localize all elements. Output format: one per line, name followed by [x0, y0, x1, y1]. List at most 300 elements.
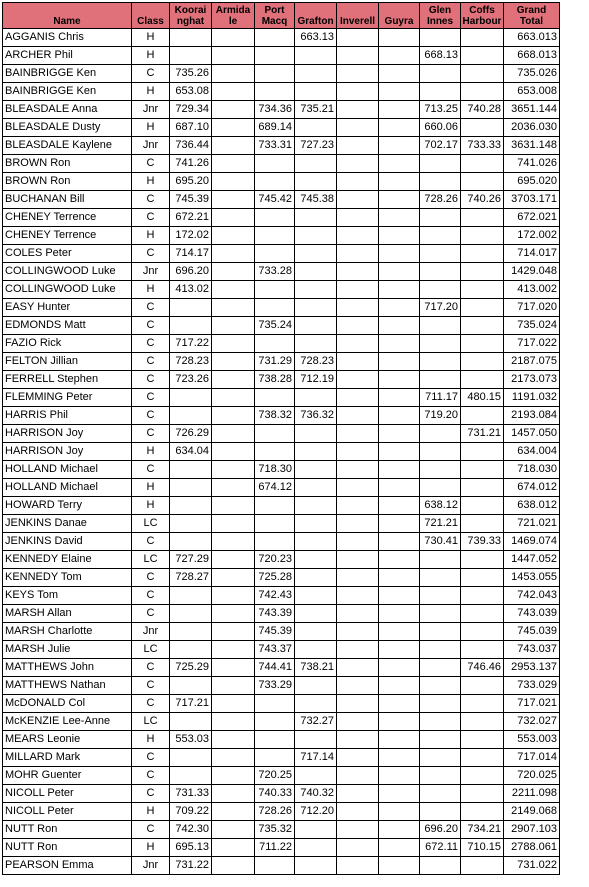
guyra-cell — [379, 65, 420, 83]
kooraighat-cell: 696.20 — [170, 263, 212, 281]
table-row — [3, 677, 560, 695]
grafton-cell — [295, 317, 337, 335]
armidale-cell — [212, 857, 255, 875]
port-macq-cell — [255, 83, 295, 101]
grand-total-cell: 714.017 — [504, 245, 560, 263]
coffs-harbour-cell — [461, 497, 504, 515]
class-cell: LC — [132, 551, 170, 569]
armidale-cell — [212, 263, 255, 281]
guyra-cell — [379, 191, 420, 209]
coffs-harbour-cell — [461, 803, 504, 821]
grand-total-cell: 2907.103 — [504, 821, 560, 839]
guyra-cell — [379, 713, 420, 731]
coffs-harbour-cell — [461, 407, 504, 425]
coffs-harbour-cell — [461, 263, 504, 281]
port-macq-cell: 738.28 — [255, 371, 295, 389]
armidale-cell — [212, 173, 255, 191]
coffs-harbour-cell — [461, 209, 504, 227]
glen-innes-cell — [420, 173, 461, 191]
port-macq-cell: 738.32 — [255, 407, 295, 425]
grand-total-cell: 2788.061 — [504, 839, 560, 857]
name-cell: EDMONDS Matt — [3, 317, 132, 335]
coffs-harbour-cell — [461, 119, 504, 137]
name-cell: FLEMMING Peter — [3, 389, 132, 407]
table-row — [3, 335, 560, 353]
guyra-cell — [379, 659, 420, 677]
armidale-cell — [212, 713, 255, 731]
kooraighat-cell — [170, 299, 212, 317]
port-macq-cell: 733.31 — [255, 137, 295, 155]
inverell-cell — [337, 641, 379, 659]
class-cell: H — [132, 839, 170, 857]
port-macq-cell — [255, 497, 295, 515]
guyra-cell — [379, 173, 420, 191]
kooraighat-cell — [170, 389, 212, 407]
inverell-cell — [337, 65, 379, 83]
kooraighat-cell: 413.02 — [170, 281, 212, 299]
kooraighat-cell: 741.26 — [170, 155, 212, 173]
grand-total-cell: 2953.137 — [504, 659, 560, 677]
grafton-cell: 712.20 — [295, 803, 337, 821]
class-cell: H — [132, 173, 170, 191]
armidale-cell — [212, 767, 255, 785]
inverell-cell — [337, 479, 379, 497]
port-macq-cell: 743.39 — [255, 605, 295, 623]
coffs-harbour-cell — [461, 317, 504, 335]
column-header-grafton: Grafton — [295, 3, 337, 29]
coffs-harbour-cell — [461, 443, 504, 461]
port-macq-cell — [255, 173, 295, 191]
coffs-harbour-cell: 740.26 — [461, 191, 504, 209]
coffs-harbour-cell — [461, 371, 504, 389]
grand-total-cell: 743.039 — [504, 605, 560, 623]
port-macq-cell — [255, 713, 295, 731]
coffs-harbour-cell: 710.15 — [461, 839, 504, 857]
name-cell: COLLINGWOOD Luke — [3, 281, 132, 299]
guyra-cell — [379, 857, 420, 875]
table-row — [3, 659, 560, 677]
port-macq-cell — [255, 245, 295, 263]
armidale-cell — [212, 497, 255, 515]
coffs-harbour-cell — [461, 623, 504, 641]
grafton-cell — [295, 551, 337, 569]
class-cell: C — [132, 65, 170, 83]
table-row — [3, 83, 560, 101]
coffs-harbour-cell — [461, 335, 504, 353]
kooraighat-cell — [170, 29, 212, 47]
armidale-cell — [212, 731, 255, 749]
name-cell: MATTHEWS John — [3, 659, 132, 677]
grand-total-cell: 2036.030 — [504, 119, 560, 137]
armidale-cell — [212, 245, 255, 263]
guyra-cell — [379, 605, 420, 623]
table-row — [3, 803, 560, 821]
grand-total-cell: 674.012 — [504, 479, 560, 497]
armidale-cell — [212, 137, 255, 155]
coffs-harbour-cell: 740.28 — [461, 101, 504, 119]
grafton-cell: 663.13 — [295, 29, 337, 47]
guyra-cell — [379, 227, 420, 245]
class-cell: Jnr — [132, 623, 170, 641]
inverell-cell — [337, 83, 379, 101]
name-cell: PEARSON Emma — [3, 857, 132, 875]
name-cell: BROWN Ron — [3, 155, 132, 173]
armidale-cell — [212, 785, 255, 803]
class-cell: C — [132, 407, 170, 425]
grafton-cell — [295, 227, 337, 245]
glen-innes-cell: 638.12 — [420, 497, 461, 515]
grafton-cell — [295, 677, 337, 695]
grafton-cell — [295, 821, 337, 839]
inverell-cell — [337, 389, 379, 407]
table-row — [3, 281, 560, 299]
inverell-cell — [337, 371, 379, 389]
port-macq-cell — [255, 731, 295, 749]
armidale-cell — [212, 551, 255, 569]
name-cell: MARSH Julie — [3, 641, 132, 659]
glen-innes-cell — [420, 461, 461, 479]
port-macq-cell — [255, 29, 295, 47]
class-cell: C — [132, 155, 170, 173]
class-cell: H — [132, 83, 170, 101]
grafton-cell: 736.32 — [295, 407, 337, 425]
armidale-cell — [212, 659, 255, 677]
inverell-cell — [337, 209, 379, 227]
kooraighat-cell: 695.20 — [170, 173, 212, 191]
armidale-cell — [212, 29, 255, 47]
glen-innes-cell — [420, 551, 461, 569]
glen-innes-cell: 702.17 — [420, 137, 461, 155]
class-cell: C — [132, 695, 170, 713]
grafton-cell — [295, 425, 337, 443]
class-cell: H — [132, 443, 170, 461]
class-cell: C — [132, 335, 170, 353]
class-cell: C — [132, 209, 170, 227]
kooraighat-cell: 695.13 — [170, 839, 212, 857]
class-cell: H — [132, 803, 170, 821]
armidale-cell — [212, 407, 255, 425]
table-row — [3, 119, 560, 137]
guyra-cell — [379, 479, 420, 497]
grand-total-cell: 1447.052 — [504, 551, 560, 569]
table-row — [3, 749, 560, 767]
name-cell: FERRELL Stephen — [3, 371, 132, 389]
inverell-cell — [337, 245, 379, 263]
inverell-cell — [337, 461, 379, 479]
armidale-cell — [212, 479, 255, 497]
guyra-cell — [379, 209, 420, 227]
grafton-cell — [295, 731, 337, 749]
glen-innes-cell: 696.20 — [420, 821, 461, 839]
glen-innes-cell: 672.11 — [420, 839, 461, 857]
grand-total-cell: 663.013 — [504, 29, 560, 47]
grafton-cell — [295, 281, 337, 299]
grafton-cell — [295, 83, 337, 101]
name-cell: AGGANIS Chris — [3, 29, 132, 47]
guyra-cell — [379, 515, 420, 533]
grand-total-cell: 2193.084 — [504, 407, 560, 425]
guyra-cell — [379, 245, 420, 263]
armidale-cell — [212, 335, 255, 353]
class-cell: LC — [132, 641, 170, 659]
glen-innes-cell: 730.41 — [420, 533, 461, 551]
port-macq-cell — [255, 857, 295, 875]
armidale-cell — [212, 443, 255, 461]
grafton-cell — [295, 173, 337, 191]
class-cell: Jnr — [132, 101, 170, 119]
coffs-harbour-cell — [461, 29, 504, 47]
guyra-cell — [379, 641, 420, 659]
coffs-harbour-cell: 734.21 — [461, 821, 504, 839]
guyra-cell — [379, 569, 420, 587]
class-cell: C — [132, 245, 170, 263]
table-row — [3, 479, 560, 497]
coffs-harbour-cell — [461, 227, 504, 245]
grafton-cell — [295, 479, 337, 497]
guyra-cell — [379, 461, 420, 479]
table-row — [3, 857, 560, 875]
armidale-cell — [212, 533, 255, 551]
class-cell: H — [132, 47, 170, 65]
guyra-cell — [379, 803, 420, 821]
name-cell: BROWN Ron — [3, 173, 132, 191]
kooraighat-cell — [170, 623, 212, 641]
glen-innes-cell: 668.13 — [420, 47, 461, 65]
armidale-cell — [212, 119, 255, 137]
glen-innes-cell — [420, 335, 461, 353]
port-macq-cell: 720.23 — [255, 551, 295, 569]
grand-total-cell: 1457.050 — [504, 425, 560, 443]
inverell-cell — [337, 173, 379, 191]
port-macq-cell: 742.43 — [255, 587, 295, 605]
glen-innes-cell: 660.06 — [420, 119, 461, 137]
table-row — [3, 623, 560, 641]
grand-total-cell: 1191.032 — [504, 389, 560, 407]
port-macq-cell — [255, 515, 295, 533]
name-cell: COLES Peter — [3, 245, 132, 263]
name-cell: BUCHANAN Bill — [3, 191, 132, 209]
name-cell: HARRISON Joy — [3, 425, 132, 443]
grand-total-cell: 717.014 — [504, 749, 560, 767]
class-cell: H — [132, 731, 170, 749]
table-row — [3, 425, 560, 443]
kooraighat-cell: 729.34 — [170, 101, 212, 119]
table-row — [3, 155, 560, 173]
port-macq-cell — [255, 425, 295, 443]
grand-total-cell: 3631.148 — [504, 137, 560, 155]
name-cell: MOHR Guenter — [3, 767, 132, 785]
name-cell: NICOLL Peter — [3, 803, 132, 821]
name-cell: BLEASDALE Dusty — [3, 119, 132, 137]
coffs-harbour-cell — [461, 587, 504, 605]
grafton-cell — [295, 569, 337, 587]
header-row — [3, 3, 560, 29]
glen-innes-cell — [420, 587, 461, 605]
table-row — [3, 227, 560, 245]
table-row — [3, 173, 560, 191]
kooraighat-cell — [170, 533, 212, 551]
inverell-cell — [337, 119, 379, 137]
inverell-cell — [337, 299, 379, 317]
class-cell: C — [132, 371, 170, 389]
name-cell: HARRISON Joy — [3, 443, 132, 461]
guyra-cell — [379, 497, 420, 515]
glen-innes-cell — [420, 749, 461, 767]
armidale-cell — [212, 677, 255, 695]
name-cell: JENKINS Danae — [3, 515, 132, 533]
grand-total-cell: 413.002 — [504, 281, 560, 299]
kooraighat-cell: 735.26 — [170, 65, 212, 83]
inverell-cell — [337, 551, 379, 569]
grand-total-cell: 668.013 — [504, 47, 560, 65]
glen-innes-cell — [420, 263, 461, 281]
class-cell: C — [132, 317, 170, 335]
table-row — [3, 461, 560, 479]
kooraighat-cell — [170, 641, 212, 659]
name-cell: NICOLL Peter — [3, 785, 132, 803]
port-macq-cell — [255, 227, 295, 245]
table-row — [3, 65, 560, 83]
coffs-harbour-cell — [461, 479, 504, 497]
kooraighat-cell: 725.29 — [170, 659, 212, 677]
coffs-harbour-cell: 731.21 — [461, 425, 504, 443]
guyra-cell — [379, 299, 420, 317]
table-row — [3, 569, 560, 587]
glen-innes-cell — [420, 371, 461, 389]
table-row — [3, 839, 560, 857]
grafton-cell: 740.32 — [295, 785, 337, 803]
name-cell: HARRIS Phil — [3, 407, 132, 425]
inverell-cell — [337, 29, 379, 47]
guyra-cell — [379, 785, 420, 803]
column-header-guyra: Guyra — [379, 3, 420, 29]
column-header-port-macq: Port Macq — [255, 3, 295, 29]
table-row — [3, 299, 560, 317]
inverell-cell — [337, 821, 379, 839]
table-row — [3, 641, 560, 659]
coffs-harbour-cell — [461, 173, 504, 191]
grafton-cell — [295, 497, 337, 515]
coffs-harbour-cell: 739.33 — [461, 533, 504, 551]
grafton-cell — [295, 335, 337, 353]
name-cell: KENNEDY Tom — [3, 569, 132, 587]
table-row — [3, 551, 560, 569]
inverell-cell — [337, 137, 379, 155]
table-row — [3, 497, 560, 515]
port-macq-cell: 734.36 — [255, 101, 295, 119]
grafton-cell — [295, 209, 337, 227]
grand-total-cell: 1469.074 — [504, 533, 560, 551]
armidale-cell — [212, 821, 255, 839]
inverell-cell — [337, 227, 379, 245]
inverell-cell — [337, 155, 379, 173]
kooraighat-cell — [170, 407, 212, 425]
class-cell: C — [132, 821, 170, 839]
inverell-cell — [337, 677, 379, 695]
inverell-cell — [337, 353, 379, 371]
kooraighat-cell: 726.29 — [170, 425, 212, 443]
armidale-cell — [212, 803, 255, 821]
kooraighat-cell: 687.10 — [170, 119, 212, 137]
port-macq-cell — [255, 335, 295, 353]
armidale-cell — [212, 299, 255, 317]
table-row — [3, 389, 560, 407]
results-table — [2, 2, 560, 875]
coffs-harbour-cell: 480.15 — [461, 389, 504, 407]
grafton-cell: 712.19 — [295, 371, 337, 389]
grafton-cell — [295, 245, 337, 263]
grand-total-cell: 3703.171 — [504, 191, 560, 209]
glen-innes-cell: 728.26 — [420, 191, 461, 209]
grand-total-cell: 735.024 — [504, 317, 560, 335]
name-cell: HOWARD Terry — [3, 497, 132, 515]
guyra-cell — [379, 83, 420, 101]
kooraighat-cell: 742.30 — [170, 821, 212, 839]
coffs-harbour-cell — [461, 641, 504, 659]
port-macq-cell — [255, 749, 295, 767]
class-cell: C — [132, 587, 170, 605]
port-macq-cell: 735.32 — [255, 821, 295, 839]
class-cell: Jnr — [132, 137, 170, 155]
grafton-cell: 732.27 — [295, 713, 337, 731]
coffs-harbour-cell — [461, 731, 504, 749]
guyra-cell — [379, 767, 420, 785]
inverell-cell — [337, 281, 379, 299]
kooraighat-cell — [170, 317, 212, 335]
armidale-cell — [212, 605, 255, 623]
name-cell: FELTON Jillian — [3, 353, 132, 371]
armidale-cell — [212, 65, 255, 83]
grafton-cell: 745.38 — [295, 191, 337, 209]
inverell-cell — [337, 659, 379, 677]
coffs-harbour-cell — [461, 857, 504, 875]
grafton-cell — [295, 389, 337, 407]
name-cell: CHENEY Terrence — [3, 227, 132, 245]
kooraighat-cell: 728.23 — [170, 353, 212, 371]
guyra-cell — [379, 371, 420, 389]
table-body — [3, 29, 560, 875]
table-row — [3, 29, 560, 47]
table-row — [3, 731, 560, 749]
armidale-cell — [212, 47, 255, 65]
class-cell: C — [132, 389, 170, 407]
name-cell: BAINBRIGGE Ken — [3, 65, 132, 83]
guyra-cell — [379, 623, 420, 641]
grand-total-cell: 745.039 — [504, 623, 560, 641]
coffs-harbour-cell — [461, 749, 504, 767]
inverell-cell — [337, 605, 379, 623]
guyra-cell — [379, 533, 420, 551]
port-macq-cell: 720.25 — [255, 767, 295, 785]
class-cell: C — [132, 461, 170, 479]
port-macq-cell: 718.30 — [255, 461, 295, 479]
guyra-cell — [379, 29, 420, 47]
coffs-harbour-cell — [461, 515, 504, 533]
glen-innes-cell: 717.20 — [420, 299, 461, 317]
armidale-cell — [212, 749, 255, 767]
grand-total-cell: 2187.075 — [504, 353, 560, 371]
coffs-harbour-cell — [461, 353, 504, 371]
armidale-cell — [212, 515, 255, 533]
grand-total-cell: 553.003 — [504, 731, 560, 749]
table-row — [3, 101, 560, 119]
grand-total-cell: 717.022 — [504, 335, 560, 353]
coffs-harbour-cell — [461, 713, 504, 731]
table-row — [3, 353, 560, 371]
grafton-cell: 727.23 — [295, 137, 337, 155]
armidale-cell — [212, 227, 255, 245]
table-row — [3, 209, 560, 227]
